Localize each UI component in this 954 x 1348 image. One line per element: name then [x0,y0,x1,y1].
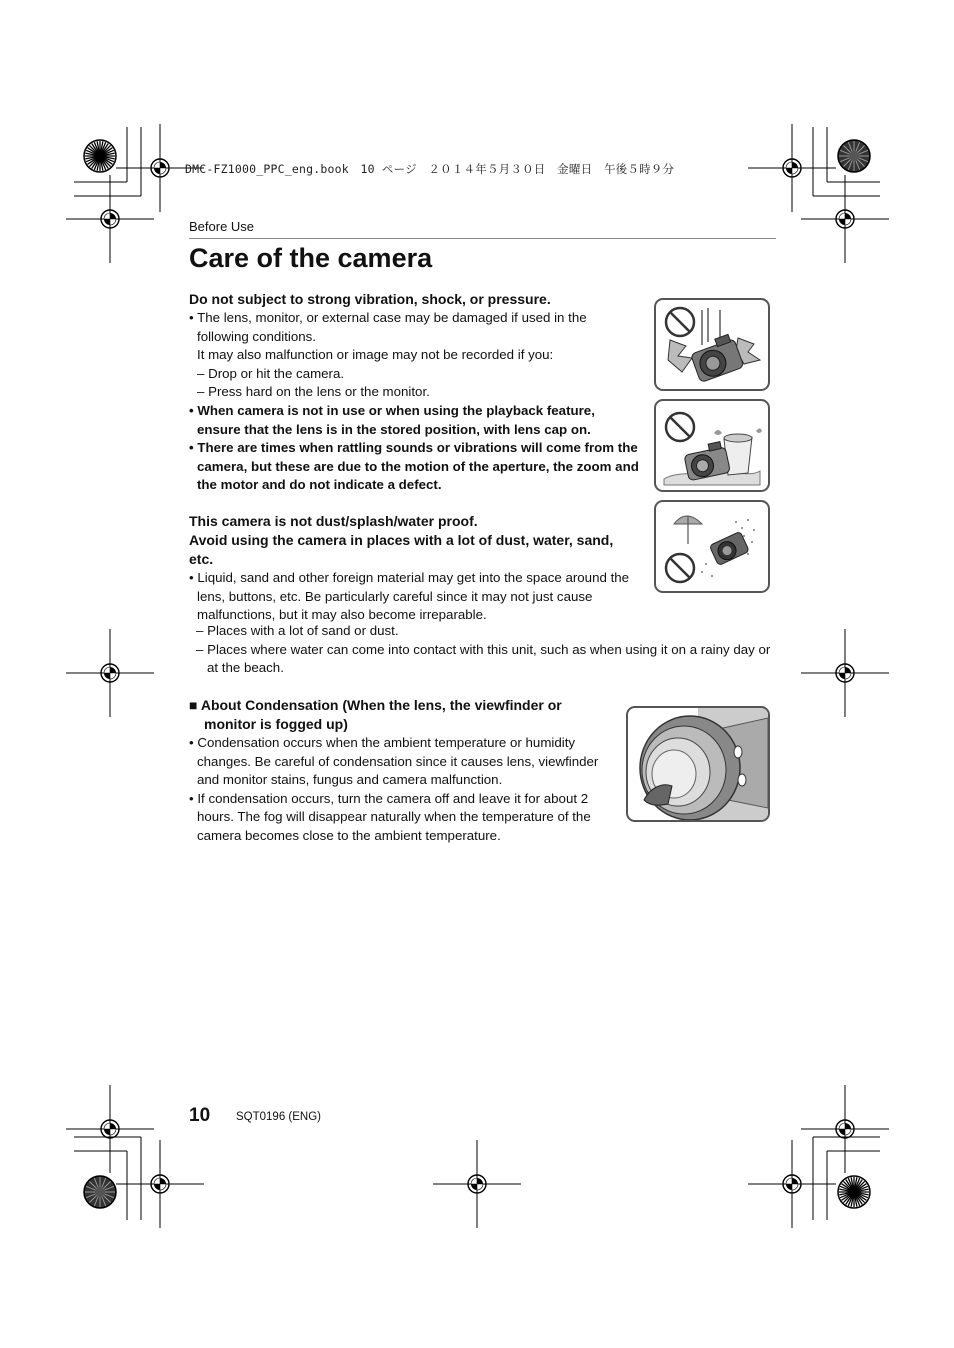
vibration-bullet-1: • The lens, monitor, or external case may be damaged if used in the following conditions. [189,310,587,344]
print-header: DMC-FZ1000_PPC_eng.book 10 ページ ２０１４年５月３０日 金曜日 午後５時９分 [185,162,675,176]
page-title: Care of the camera [189,243,433,273]
condensation-bullet-2: • If condensation occurs, turn the camera off and leave it for about 2 hours. The fog will disappear naturally when the temperature of the camera becomes close to the ambient temperature. [189,790,591,843]
illustration-beach-sand [654,500,770,593]
illustration-fogged-lens [626,706,770,822]
dust-dash-list [189,622,779,678]
vibration-dash-2: – Press hard on the lens or the monitor. [197,384,430,400]
page-number: 10 [189,1105,211,1126]
vibration-bullet-1-cont: It may also malfunction or image may not be recorded if you: [197,347,554,363]
section-label: Before Use [189,219,255,234]
condensation-section [189,696,609,846]
condensation-bullet-1: • Condensation occurs when the ambient temperature or humidity changes. Be careful of condensation since it causes lens, viewfinder and monitor stains, fungus and camera malfunction. [189,735,599,788]
header-rule [189,238,776,239]
vibration-dash-1: – Drop or hit the camera. [197,365,345,381]
dust-dash-1: – Places with a lot of sand or dust. [196,623,399,638]
square-bullet-icon: ■ [189,697,201,713]
dust-bullet-1: • Liquid, sand and other foreign material may get into the space around the lens, buttons, etc. Be particularly careful since it may not just cause malfunctions, but it may also become irreparable. [189,570,630,623]
prohibited-icon [666,413,694,441]
vibration-heading: Do not subject to strong vibration, shock, or pressure. [189,291,551,307]
vibration-section [189,290,639,495]
dust-dash-2: – Places where water can come into contact with this unit, such as when using it on a rainy day or at the beach. [196,641,771,676]
condensation-heading: ■ About Condensation (When the lens, the viewfinder or monitor is fogged up) [189,697,562,732]
dust-heading-1: This camera is not dust/splash/water proof. [189,513,478,529]
illustration-drop-camera [654,298,770,391]
dust-section [189,512,639,625]
model-code: SQT0196 (ENG) [236,1111,321,1123]
prohibited-icon [666,308,694,336]
vibration-bullet-2: • When camera is not in use or when using the playback feature, ensure that the lens is in the stored position, with lens cap on. [189,402,595,437]
illustration-water-spill [654,399,770,492]
dust-heading-2: Avoid using the camera in places with a lot of dust, water, sand, etc. [189,532,614,567]
prohibited-icon [666,554,694,582]
vibration-bullet-3: • There are times when rattling sounds or vibrations will come from the camera, but these are due to the motion of the aperture, the zoom and the motor and do not indicate a defect. [189,440,639,493]
